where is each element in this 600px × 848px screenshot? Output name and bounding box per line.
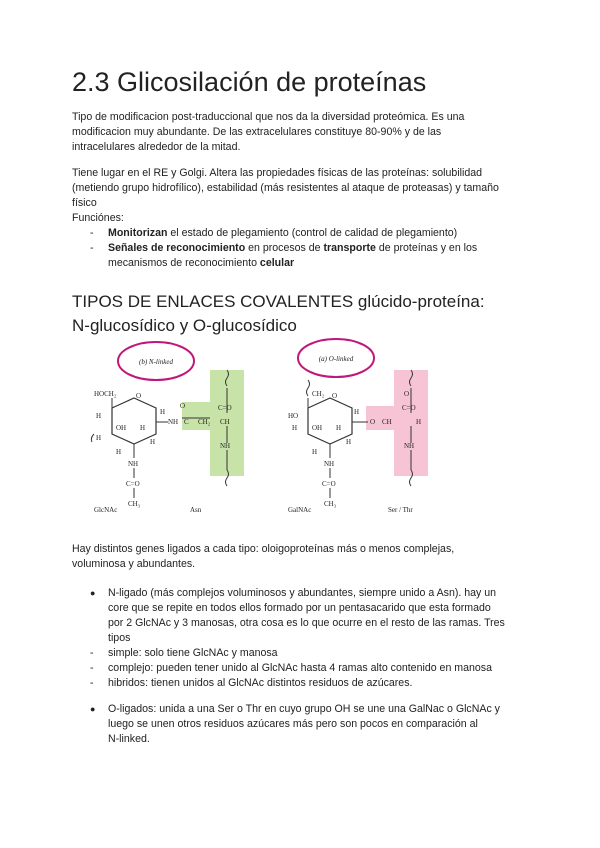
atom-label: OH	[116, 424, 127, 432]
atom-label: CH	[220, 418, 230, 426]
bullet-marker: ●	[90, 704, 96, 714]
genes-line: voluminosa y abundantes.	[72, 558, 196, 570]
list-item	[90, 646, 550, 661]
atom-label: O	[404, 390, 410, 398]
atom-label: NH	[128, 460, 139, 468]
atom-label: H	[312, 448, 318, 456]
wavy-bond	[91, 434, 94, 442]
location-line: Tiene lugar en el RE y Golgi. Altera las propiedades físicas de las proteínas: solubilidad	[72, 167, 483, 179]
functions-list	[90, 226, 550, 271]
list-item	[90, 241, 550, 271]
atom-label: NH	[220, 442, 231, 450]
atom-label: O	[180, 402, 186, 410]
atom-label: C=O	[402, 404, 416, 412]
intro-line: Tipo de modificacion post-traduccional que nos da la diversidad proteómica. Es una	[72, 111, 465, 123]
atom-label: H	[416, 418, 422, 426]
atom-label: C=O	[322, 480, 336, 488]
n-ligado-line: core que se repite en todos ellos formado por un pentasacarido que esta formado	[108, 602, 491, 614]
atom-label: CH₂	[312, 390, 325, 398]
n-ligado-line: tipos	[108, 632, 131, 644]
atom-label: O	[332, 392, 338, 400]
atom-label: H	[160, 408, 166, 416]
atom-label: HOCH₂	[94, 390, 117, 398]
atom-label: H	[292, 424, 298, 432]
atom-label: HO	[288, 412, 299, 420]
atom-label: H	[346, 438, 352, 446]
glycosylation-figure	[72, 338, 444, 514]
residue-name: Ser / Thr	[388, 506, 413, 514]
atom-label: H	[336, 424, 342, 432]
n-ligado-line: por 2 GlcNAc y 3 manosas, otra cosa es lo que ocurre en el resto de las ramas. Tres	[108, 617, 505, 629]
atom-label: NH	[404, 442, 415, 450]
types-list	[90, 646, 550, 691]
atom-label: CH	[382, 418, 392, 426]
location-line: (metiendo grupo hidrofílico), estabilidad (más resistentes al ataque de proteasas) y tamaño	[72, 182, 499, 194]
dash-marker: -	[90, 227, 94, 239]
n-linked-label: (b) N-linked	[138, 358, 174, 366]
residue-name: Asn	[190, 506, 202, 514]
sugar-name: GalNAc	[288, 506, 312, 514]
n-linked-panel	[91, 342, 244, 514]
bold-term: celular	[259, 257, 295, 269]
list-item	[90, 661, 550, 676]
o-linked-panel	[288, 339, 428, 514]
intro-line: modificacion muy abundante. De las extracelulares constituye 80-90% y de las	[72, 126, 442, 138]
dash-marker: -	[90, 662, 94, 674]
o-ligado-bullet	[90, 702, 560, 747]
page-title: 2.3 Glicosilación de proteínas	[72, 67, 427, 97]
atom-label: H	[96, 412, 102, 420]
genes-line: Hay distintos genes ligados a cada tipo: oloigoproteínas más o menos complejas,	[72, 543, 455, 555]
dash-marker: -	[90, 677, 94, 689]
function-text: mecanismos de reconocimiento	[108, 257, 260, 269]
atom-label: H	[150, 438, 156, 446]
atom-label: CH₂	[198, 418, 211, 426]
sugar-name: GlcNAc	[94, 506, 118, 514]
atom-label: CH₃	[324, 500, 337, 508]
o-linked-label: (a) O-linked	[318, 355, 354, 363]
atom-label: C	[184, 418, 189, 426]
o-ligado-line: O-ligados: unida a una Ser o Thr en cuyo grupo OH se une una GalNac o GlcNAc y	[108, 703, 500, 715]
type-text: simple: solo tiene GlcNAc y manosa	[108, 647, 278, 659]
dash-marker: -	[90, 647, 94, 659]
wavy-bond	[307, 380, 310, 396]
list-item	[90, 226, 550, 241]
genes-paragraph	[72, 542, 542, 572]
atom-label: C=O	[126, 480, 140, 488]
section-title	[72, 290, 485, 338]
atom-label: C=O	[218, 404, 232, 412]
atom-label: O	[136, 392, 142, 400]
bullet-marker: ●	[90, 588, 96, 598]
atom-label: NH	[324, 460, 335, 468]
n-ligado-line: N-ligado (más complejos voluminosos y abundantes, siempre unido a Asn). hay un	[108, 587, 497, 599]
atom-label: CH₃	[128, 500, 141, 508]
location-line: físico	[72, 197, 97, 209]
section-title-line: TIPOS DE ENLACES COVALENTES glúcido-proteína:	[72, 292, 485, 311]
intro-paragraph	[72, 110, 542, 155]
type-text: hibridos: tienen unidos al GlcNAc distintos residuos de azúcares.	[108, 677, 413, 689]
atom-label: H	[354, 408, 360, 416]
atom-label: O	[370, 418, 376, 426]
atom-label: H	[140, 424, 146, 432]
bold-term: transporte	[323, 242, 376, 254]
dash-marker: -	[90, 242, 94, 254]
atom-label: NH	[168, 418, 179, 426]
type-text: complejo: pueden tener unido al GlcNAc hasta 4 ramas alto contenido en manosa	[108, 662, 492, 674]
atom-label: OH	[312, 424, 323, 432]
function-text: el estado de plegamiento (control de calidad de plegamiento)	[167, 227, 458, 239]
function-text: de proteínas y en los	[375, 242, 478, 254]
intro-line: intracelulares alrededor de la mitad.	[72, 141, 241, 153]
list-item	[90, 676, 550, 691]
location-paragraph	[72, 166, 542, 226]
n-ligado-bullet	[90, 586, 560, 646]
bold-term: Señales de reconocimiento	[108, 242, 246, 254]
atom-label: H	[116, 448, 122, 456]
atom-label: H	[96, 434, 102, 442]
section-title-line: N-glucosídico y O-glucosídico	[72, 316, 297, 335]
o-ligado-line: luego se unen otros residuos azúcares más pero son pocos en comparación al	[108, 718, 478, 730]
bold-term: Monitorizan	[108, 227, 168, 239]
function-text: en procesos de	[245, 242, 324, 254]
functions-label: Funciónes:	[72, 212, 124, 224]
o-ligado-line: N-linked.	[108, 733, 150, 745]
